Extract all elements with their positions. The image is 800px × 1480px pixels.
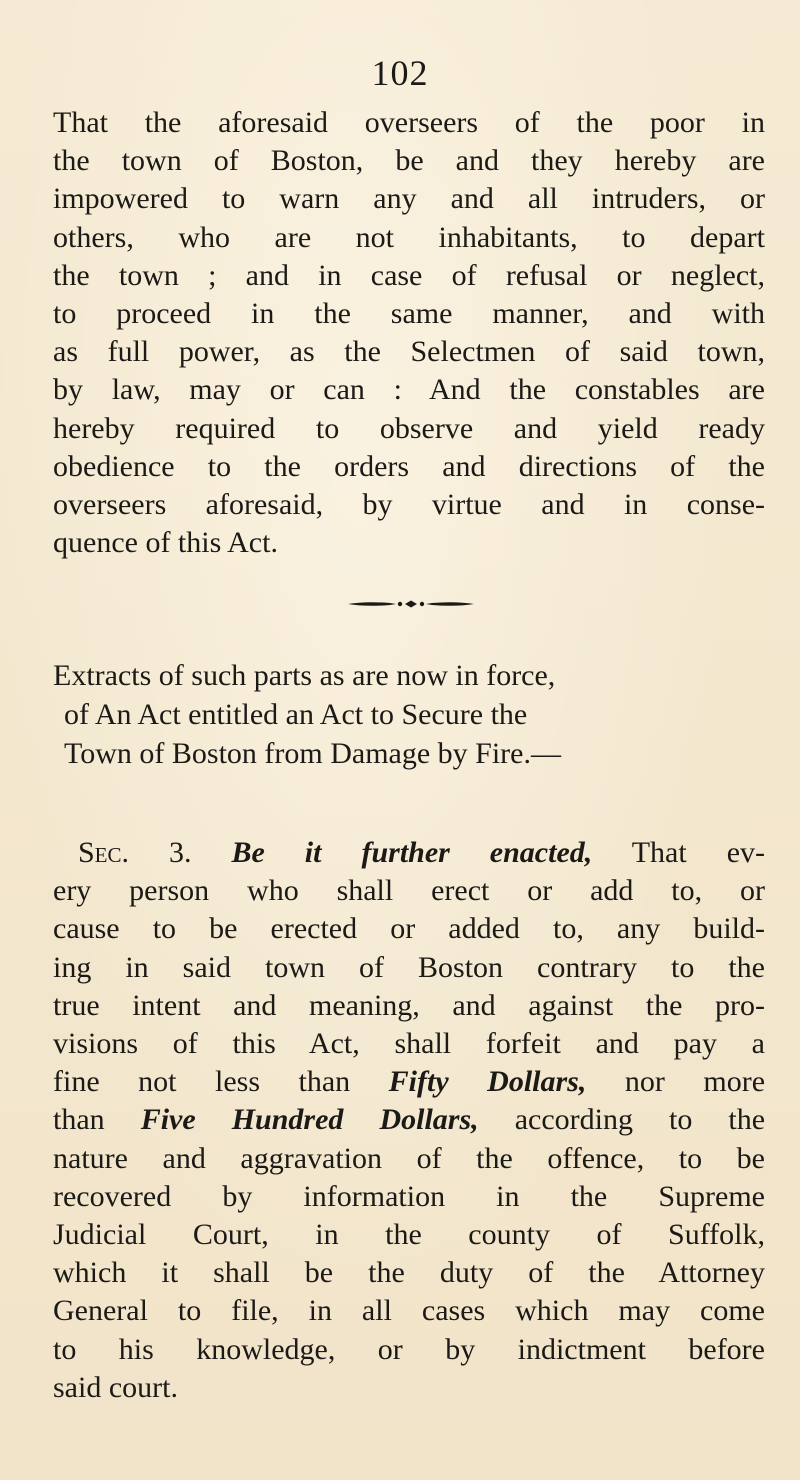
text-fragment: fine not less than (53, 1065, 351, 1099)
text-line: as full power, as the Selectmen of said town, (53, 335, 765, 369)
text-line: cause to be erected or added to, any build- (53, 912, 765, 946)
text-line (53, 1063, 765, 1101)
enactment-phrase: Be it further enacted, (231, 836, 593, 869)
minimum-fine: Fifty Dollars, (388, 1065, 587, 1099)
text-line: to his knowledge, or by indictment before (53, 1332, 765, 1366)
text-fragment: That ev- (631, 836, 765, 869)
text-fragment: than (53, 1103, 105, 1137)
section-divider-ornament (346, 600, 476, 608)
paragraph-section-3 (53, 834, 765, 1407)
maximum-fine: Five Hundred Dollars, (140, 1103, 479, 1137)
text-line: hereby required to observe and yield ready (53, 411, 765, 445)
text-line: recovered by information in the Supreme (53, 1179, 765, 1213)
text-fragment: nor more (624, 1065, 766, 1099)
text-line: obedience to the orders and directions of the (53, 449, 765, 483)
text-line: overseers aforesaid, by virtue and in conse- (53, 488, 765, 522)
page-number: 102 (371, 53, 429, 93)
text-line: impowered to warn any and all intruders, or (53, 182, 765, 216)
text-fragment: according to the (514, 1103, 766, 1137)
heading-line: Extracts of such parts as are now in force, (53, 659, 556, 692)
extracts-heading (53, 656, 765, 773)
text-line: visions of this Act, shall forfeit and pay a (53, 1027, 765, 1061)
text-line: which it shall be the duty of the Attorney (53, 1256, 765, 1290)
text-line: others, who are not inhabitants, to depart (53, 220, 765, 254)
text-line (53, 1101, 765, 1139)
text-line: That the aforesaid overseers of the poor in (53, 106, 765, 139)
text-line: ing in said town of Boston contrary to the (53, 950, 765, 984)
text-line: to proceed in the same manner, and with (53, 297, 765, 331)
text-line: Judicial Court, in the county of Suffolk, (53, 1218, 765, 1252)
text-line: true intent and meaning, and against the pro- (53, 988, 765, 1022)
section-label: Sec. 3. (78, 836, 192, 869)
heading-line: Town of Boston from Damage by Fire.— (64, 737, 561, 770)
heading-line: of An Act entitled an Act to Secure the (64, 698, 528, 731)
text-line: said court. (53, 1370, 178, 1404)
text-line: the town ; and in case of refusal or neglect, (53, 258, 765, 292)
text-line: the town of Boston, be and they hereby are (53, 144, 765, 178)
text-line: quence of this Act. (53, 526, 278, 560)
text-line: by law, may or can : And the constables are (53, 373, 765, 407)
paragraph-overseers (53, 104, 765, 562)
text-line: nature and aggravation of the offence, to be (53, 1141, 765, 1175)
text-line (53, 834, 765, 872)
text-line: ery person who shall erect or add to, or (53, 874, 765, 908)
text-line: General to file, in all cases which may come (53, 1294, 765, 1328)
